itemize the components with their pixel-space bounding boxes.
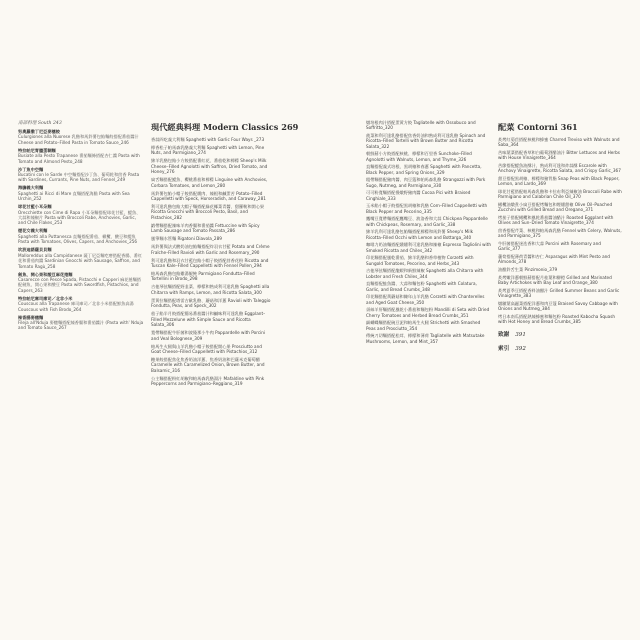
toc-entry[interactable]: 炙烤紅菊苣搭配核桃和蜂蜜 Charred Treviso with Walnuts and Saba_364 [498,137,620,148]
toc-entry[interactable]: 直麵搭配鮭魚醬、大蒜和麵包粉 Spaghetti with Colatura, Garlic, and Bread Crumbs_348 [366,281,477,292]
toc-entry[interactable]: 燉皺葉高麗菜搭配洋蔥和肉豆蔻 Braised Savoy Cabbage with Onions and Nutmeg_384 [498,300,618,311]
toc-entry[interactable]: 檸香松子帕馬森乳酪義大利麵 Spaghetti with Lemon, Pine Nuts, and Parmigiano_274 [151,145,265,156]
toc-entry[interactable]: 牛肝菌搭配迷迭香和大蒜 Porcini with Rosemary and Garlic_377 [498,241,601,252]
toc-entry[interactable]: 蛋黃拉麵搭配塔雷吉歐乳酪、蘑菇和洋蔥 Ravioli with Taleggio Fondutta, Peas, and Speck_302 [151,297,271,309]
toc-entry[interactable]: 油醋鈴舌生菜 Pinzimonio_379 [498,267,558,272]
toc-entry[interactable]: 馬鈴薯包餡小帽子餃搭配燻肉、辣根和鹹蛋苦 Potato–Filled Cappelletti with Speck, Horseradish, and Caraway_281 [151,190,266,202]
toc-entry[interactable]: 綿羊乳利可達乳酪包餡麵搭配檸檬和馬鈴薯 Sheep's Milk Ricotta–Filled Occhi with Lemon and Bottarga_340 [366,229,474,240]
toc-entry[interactable]: 糖果餃搭配焦化焦香奶油洋蔥、焦香奶油和巴薩米克葡萄醋 Caramelle with Caramelized Onion, Brown Butter, and Balsamic_316 [151,356,265,373]
section-heading-modern-classics: 現代經典料理 Modern Classics 269 [151,122,299,132]
toc-entry[interactable]: 咖啡力奶油麵搭配燻燻利可達乳酪和辣椒 Espresso Tagliolini with Smoked Ricotta and Chiles_342 [366,242,491,253]
toc-entry[interactable]: 風箏麵水管麵 Rigatoni Diavola_289 [151,236,222,242]
toc-entry[interactable]: 印花麵搭配風乾番茄、綿羊乳酪和香草植物 Corzetti with Sungold Tomatoes, Pecorino, and Herbs_343 [366,255,474,266]
toc-entry[interactable]: 海膽義大利麵 Spaghetti ai Ricci di Mare 直麵搭配海膽 Pasta with Sea Urchin_252 [18,185,130,202]
toc-entry[interactable]: 炙烤嫩洋蔥朝鮮薊搭配月桂葉和柳橙 Grilled and Marinated Baby Artichokes with Bay Leaf and Orange_380 [498,274,612,285]
toc-entry[interactable]: 炙烤夏季豆搭配香料油醋汁 Grilled Summer Beans and Garlic Vinaigrette_383 [498,287,620,298]
toc-entry[interactable]: 苦節搭配鯷魚油酥汁、熟成利可達和炸蒜酥 Escarole with Anchovy Vinaigrette, Ricotta Salata, and Crispy Garlic_367 [498,163,621,174]
section-heading-contorni: 配菜 Contorni 361 [498,122,578,132]
section-subhead-south: 南部料理 South 243 [18,121,62,126]
toc-entry[interactable]: 努奧羅撒丁尼亞麥穗餃 Culurgiones alla Nuorese 乳酪和馬鈴薯包餡麵餃搭配番茄醬汁 Cheese and Potato–Filled Pasta in Tomato Sauce_246 [18,129,139,145]
toc-entry[interactable]: 印花麵搭配黃蘑菇和陳年山羊乳酪 Corzetti with Chanterelles and Aged Goat Cheese_350 [366,294,485,305]
toc-entry[interactable]: 蘆筍搭配薄荷青醬和杏仁 Asparagus with Mint Pesto and Almonds_378 [498,254,610,265]
toc-entry[interactable]: 鷹嘴豆寬帶麵搭配鷹嘴豆、波洛香和大蒜 Chickpea Pappardelle with Chickpeas, Rosemary, and Garlic_338 [366,216,488,227]
recipe-list-contorni [498,137,622,324]
toc-entry[interactable]: 橄欖油燉煮小扁豆搭配烤麵包和煙燻甜椒 Olive Oil–Poached Zucchini with Grilled Bread and Oregano_371 [498,202,613,213]
toc-entry[interactable]: 烤茄子搭配橄欖和風乾番茄醬油醋汁 Roasted Eggplant with Olives and Sun–Dried Tomato Vinaigrette_374 [498,215,614,226]
toc-entry[interactable]: 馬鈴薯與法式酸奶油包餡麵搭配炸羽衣甘藍 Potato and Crème Fraîche–Filled Ravioli with Garlic and Rosemary_290 [151,244,270,255]
toc-entry[interactable]: 燉培根肉汁搭配蛋黃方餃 Tagliatelle with Ossobuco and Soffritto_320 [366,120,476,131]
toc-entry[interactable]: 吉他琴弦麵搭配龍蝦和新鮮辣椒 Spaghetti alla Chitarra with Lobster and Fresh Chiles_344 [366,268,484,279]
toc-entry[interactable]: 特拉帕尼青醬蛋糊麵 Busiate alla Pesto Trapanese 番茄麵條搭配杏仁醬 Pasta with Tomato and Almond Pesto_248 [18,147,140,164]
toc-entry[interactable]: 帕馬生火腿與山羊乳酪小帽子餃搭配開心果 Prosciutto and Goat Cheese–Filled Cappelletti with Pistachios_312 [151,343,262,354]
recipe-list-modern-classics-continued [366,120,491,344]
recipe-list-modern-classics [151,137,271,387]
toc-entry[interactable]: 沙丁魚中空麵 Bucatini con le Sarde 中空麵搭配沙丁魚、葡萄乾和茴香 Pasta with Sardines, Currants, Pine Nuts, and Fennel_249 [18,166,140,183]
column-modern-classics-continued [366,120,491,346]
toc-entry[interactable]: 甜豆搭配黑胡椒、檸檬和豬背脂 Snap Peas with Black Pepper, Lemon, and Lardo_369 [498,176,620,187]
toc-entry[interactable]: 特拉帕尼庫司庫司／北非小米 Couscous alla Trapanese 庫司庫司／北非小米搭配鮮魚高湯 Couscous with Fish Brodo_264 [18,295,134,312]
toc-entry[interactable]: 綿羊乳酪包餡小方餃搭配番紅花、番茄乾和檸檬 Sheep's Milk Cheese–Filled Agnolotti with Saffron, Dried Tomato, and Honey_276 [151,158,268,175]
toc-entry[interactable]: 粗帶麵搭配豬肉醬、肉豆蔻和帕馬森乳酪 Strangozzi with Pork Sugo, Nutmeg, and Parmigiano_330 [366,177,486,188]
toc-entry[interactable]: 苦味葉菜搭配香草和白葡萄酒醋油汁 Bitter Lettuces and Herbs with House Vinaigrette_364 [498,150,620,161]
toc-entry[interactable]: 傳統刀切麵搭配松茸、檸檬和薄荷 Tagliatelle with Matsutake Mushrooms, Lemon, and Mint_357 [366,333,485,344]
column-south [18,120,144,333]
index-entry[interactable]: 索引 392 [498,346,526,353]
toc-entry[interactable]: 菠菜和利可達乳酪搭配焦香奶油和熟成利可達乳酪 Spinach and Ricotta–Filled Tortelli with Brown Butter and Ricotta Salata_322 [366,133,486,149]
column-contorni [498,120,622,352]
toc-entry[interactable]: 茄子餡半月餃搭配簡易番茄醬汁和鹹味利可達乳酪 Eggplant–Filled Mezzelune with Simple Sauce and Ricotta Salata_306 [151,311,266,328]
toc-entry[interactable]: 坎波迪諾薩貝貝麵 Malloreddus alla Campidanese 薩丁尼亞麵疙瘩搭配香腸、番紅花和番茄肉醬 Sardinian Gnocchi with Sausage, Saffron, and Tomato Ragù_258 [18,247,143,269]
toc-entry[interactable]: 細蝴蝶麵搭配碗豆泥和帕馬生火腿 Strichetti with Smashed Peas and Prosciutto_354 [366,320,481,331]
toc-entry[interactable]: 扁舌麵搭配鯷魚、櫻桃番茄和檸檬 Linguine with Anchovies, Corbara Tomatoes, and Lemon_280 [151,177,268,188]
recipe-list-south [18,129,144,331]
toc-entry[interactable]: 劍魚、開心果和酸豆麻花捲麵 Casarecce con Pesce Spada, Pistacchi e Capperi 麻花捲麵搭配劍魚、開心果和酸豆 Pasta with Swordfish, Pistachios, and Capers_263 [18,271,142,293]
toc-entry[interactable]: 煙花女義大利麵 Spaghetti alla Puttanesca 直麵搭配番茄、橄欖、酸豆和鯷魚 Pasta with Tomatoes, Olives, Capers, and Anchovies_256 [18,228,138,245]
toc-entry[interactable]: 利可達乳酪和羽衣甘藍包餡小帽子餃搭配茴香花粉 Ricotta and Tuscan Kale–Filled Cappelletti with Fennel Pollen_294 [151,257,269,269]
toc-entry[interactable]: 直麵搭配義式培根、黑胡椒和春蔥 Spaghetti with Pancetta, Black Pepper, and Spring Onions_329 [366,164,482,175]
acknowledgements-entry[interactable]: 致謝 391 [498,332,526,339]
toc-entry[interactable]: 球花甘藍搭配帕馬森乳酪和卡拉布利亞辣椒油 Broccoli Rabe with Parmigiano and Calabrian Chile Oil_370 [498,189,622,200]
toc-entry[interactable]: 香蒜四吃義大利麵 Spaghetti with Garlic Four Ways _273 [151,137,265,142]
toc-entry[interactable]: 可可粉寬麵搭配慢燉野豬肉醬 Cocoa Pici with Braised Cinghiale_333 [366,190,471,201]
toc-entry[interactable]: 公主麵搭配粉紅胡椒和帕馬森乳酪湯汁 Mafaldine with Pink Peppercorns and Parmigiano–Reggiano_319 [151,375,265,387]
toc-entry[interactable]: 須絲羊肝麵搭配風乾小番茄和麵包粉 Mandilli di Seta with Dried Cherry Tomatoes and Herbed Bread Crumbs_351 [366,307,490,318]
toc-entry[interactable]: 帕馬森乳酪包餡雞湯餛飩 Parmigiano Fondutta–Filled Tortellini in Brodo_298 [151,271,255,282]
toc-entry[interactable]: 玉米餡小帽子餃搭配黑胡椒和乳酪 Corn–Filled Cappelletti with Black Pepper and Pecorino_335 [366,203,488,214]
toc-entry[interactable]: 辣香腸麥穗麵 Fileja all'Nduja 麥穗麵搭配辣香腸和番茄醬汁 (Pasta with' Nduja and Tomato Sauce_267 [18,314,144,331]
toc-entry[interactable]: 烤日本南瓜搭配熱辣蜂蜜和麵包粉 Roasted Kabocha Squash with Hot Honey and Bread Crumbs_385 [498,313,616,324]
toc-entry[interactable]: 茴香搭配芹菜、核桃和帕馬森乳酪 Fennel with Celery, Walnuts, and Parmigiano_375 [498,228,622,239]
column-modern-classics [151,120,299,389]
toc-entry[interactable]: 寬帶麵搭配牛肝菌和波隆那小牛肉 Pappardelle with Porcini and Veal Bolognese_309 [151,330,266,341]
toc-entry[interactable]: 球花甘藍小耳朵麵 Orecchiette con Cime di Rapa 小耳朵麵搭配球花甘藍、鯷魚、大蒜和辣椒片 Pasta with Broccoli Rabe, Anchovies, Garlic, and Chile Flakes_253 [18,204,141,226]
toc-entry[interactable]: 吉他琴弦麵搭配野韭菜、檸檬和熟成利可達乳酪 Spaghetti alla Chitarra with Ramps, Lemon, and Ricotta Salata_300 [151,284,270,295]
toc-entry[interactable]: 朝鮮薊小方餃搭配核桃、檸檬和百里香 Sunchoke–Filled Agnolotti with Walnuts, Lemon, and Thyme_326 [366,151,472,162]
toc-entry[interactable]: 緞帶麵搭配辣味羊肉香腸和番茄醬 Fettuccine with Spicy Lamb Sausage and Tomato Passata_286 [151,222,260,234]
toc-entry[interactable]: 利可達乳酪包餡大帽子麵搭配綠花椰菜青醬、甜羅勒和開心果 Ricotta Gnocchi with Broccoli Pesto, Basil, and Pistachios_282 [151,204,265,220]
